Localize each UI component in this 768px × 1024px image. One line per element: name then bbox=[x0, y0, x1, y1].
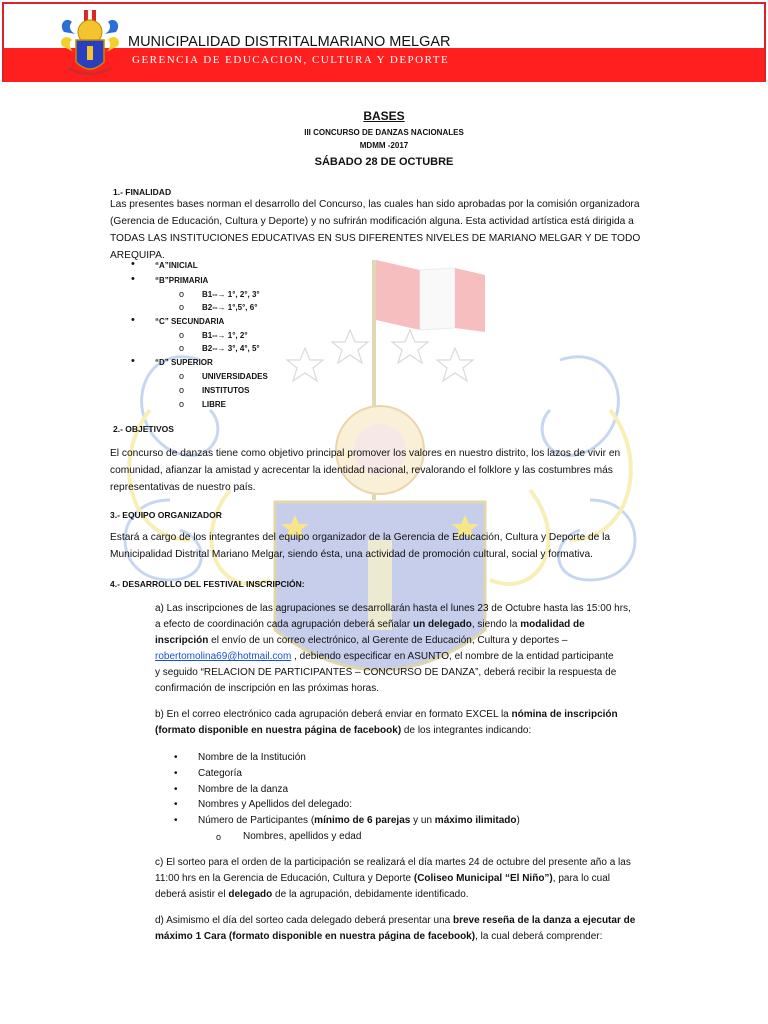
doc-subtitle-code: MDMM -2017 bbox=[359, 141, 409, 150]
level-b-b2: o B2--→ 1°,5°, 6° bbox=[179, 302, 258, 312]
item-d-line-1: d) Asimismo el día del sorteo cada delegado deberá presentar una breve reseña de la danza a ejecutar de bbox=[155, 915, 636, 926]
section-1-text-line-3: TODAS LAS INSTITUCIONES EDUCATIVAS EN SUS DIFERENTES NIVELES DE MARIANO MELGAR Y DE TODO AREQUIPA. bbox=[110, 233, 641, 261]
list-item: • Nombre de la danza bbox=[174, 784, 289, 795]
section-2-text-line-2: comunidad, afianzar la amistad y acrecentar la identidad nacional, revalorando el folklore y las costumbres más bbox=[110, 465, 613, 476]
level-c-b1: o B1--→ 1°, 2° bbox=[179, 330, 248, 340]
doc-subtitle-contest: III CONCURSO DE DANZAS NACIONALES bbox=[304, 128, 464, 137]
doc-title: BASES bbox=[363, 109, 405, 123]
section-3-heading: 3.- EQUIPO ORGANIZADOR bbox=[110, 510, 222, 520]
item-a-line-6: confirmación de inscripción en las próximas horas. bbox=[155, 683, 379, 694]
item-a-line-5: y seguido “RELACION DE PARTICIPANTES – CONCURSO DE DANZA”, deberá recibir la respuesta de bbox=[155, 667, 617, 678]
item-a-line-4: robertomolina69@hotmail.com , debiendo especificar en ASUNTO, el nombre de la entidad participante bbox=[155, 651, 614, 662]
sub-list-item: o Nombres, apellidos y edad bbox=[216, 831, 362, 842]
item-c-line-1: c) El sorteo para el orden de la participación se realizará el día martes 24 de octubre del presente año a las bbox=[155, 857, 631, 868]
list-item: • Nombres y Apellidos del delegado: bbox=[174, 799, 352, 810]
section-2-heading: 2.- OBJETIVOS bbox=[113, 424, 174, 434]
email-link[interactable]: robertomolina69@hotmail.com bbox=[155, 651, 292, 662]
list-item: • Categoría bbox=[174, 768, 242, 779]
municipality-name: MUNICIPALIDAD DISTRITALMARIANO MELGAR bbox=[128, 34, 451, 50]
section-3-text-line-1: Estará a cargo de los integrantes del equipo organizador de la Gerencia de Educación, Cultura y Deporte de la bbox=[110, 532, 611, 543]
item-d-line-2: máximo 1 Cara (formato disponible en nuestra página de facebook), la cual deberá comprender: bbox=[155, 931, 603, 942]
item-a-line-2: a efecto de coordinación cada agrupación deberá señalar un delegado, siendo la modalidad de bbox=[155, 619, 585, 630]
section-1-text-line-2: (Gerencia de Educación, Cultura y Deporte) y no sufrirán modificación alguna. Esta actividad artística está dirigida a bbox=[110, 216, 634, 227]
level-d: • “D” SUPERIOR bbox=[131, 355, 213, 367]
doc-date: SÁBADO 28 DE OCTUBRE bbox=[314, 156, 454, 168]
item-c-line-2: 11:00 hrs en la Gerencia de Educación, Cultura y Deporte (Coliseo Municipal “El Niño”), para lo cual bbox=[155, 873, 611, 884]
level-c-b2: o B2--→ 3°, 4°, 5° bbox=[179, 343, 260, 353]
level-a: • “A”INICIAL bbox=[131, 258, 198, 270]
level-b-b1: o B1--→ 1°, 2°, 3° bbox=[179, 289, 260, 299]
list-item-participants: • Número de Participantes (mínimo de 6 parejas y un máximo ilimitado) bbox=[174, 815, 520, 826]
section-4-heading: 4.- DESARROLLO DEL FESTIVAL INSCRIPCIÓN: bbox=[110, 579, 305, 589]
item-c-line-3: deberá asistir el delegado de la agrupación, debidamente identificado. bbox=[155, 889, 469, 900]
department-name: GERENCIA DE EDUCACION, CULTURA Y DEPORTE bbox=[132, 54, 450, 66]
section-3-text-line-2: Municipalidad Distrital Mariano Melgar, siendo ésta, una actividad de promoción cultural, social y formativa. bbox=[110, 549, 594, 560]
item-a-line-1: a) Las inscripciones de las agrupaciones se desarrollarán hasta el lunes 23 de Octubre hasta las 15:00 hrs, bbox=[155, 603, 631, 614]
coat-of-arms-logo bbox=[58, 6, 122, 80]
section-1-text-line-1: Las presentes bases norman el desarrollo del Concurso, las cuales han sido aprobadas por la comisión organizadora bbox=[110, 199, 640, 210]
level-b: • “B”PRIMARIA bbox=[131, 273, 209, 285]
level-d-institutes: o INSTITUTOS bbox=[179, 385, 250, 395]
item-a-line-3: inscripción el envío de un correo electrónico, al Gerente de Educación, Cultura y deportes – bbox=[155, 635, 568, 646]
list-item: • Nombre de la Institución bbox=[174, 752, 306, 763]
level-c: • “C” SECUNDARIA bbox=[131, 314, 225, 326]
level-d-free: o LIBRE bbox=[179, 399, 226, 409]
section-2-text-line-1: El concurso de danzas tiene como objetivo principal promover los valores en nuestro distrito, los lazos de vivir en bbox=[110, 448, 621, 459]
section-2-text-line-3: representativas de nuestro país. bbox=[110, 482, 256, 493]
item-b-line-1: b) En el correo electrónico cada agrupación deberá enviar en formato EXCEL la nómina de inscripción bbox=[155, 709, 618, 720]
level-d-universities: o UNIVERSIDADES bbox=[179, 371, 268, 381]
section-1-heading: 1.- FINALIDAD bbox=[113, 187, 172, 197]
item-b-line-2: (formato disponible en nuestra página de facebook) de los integrantes indicando: bbox=[155, 725, 532, 736]
